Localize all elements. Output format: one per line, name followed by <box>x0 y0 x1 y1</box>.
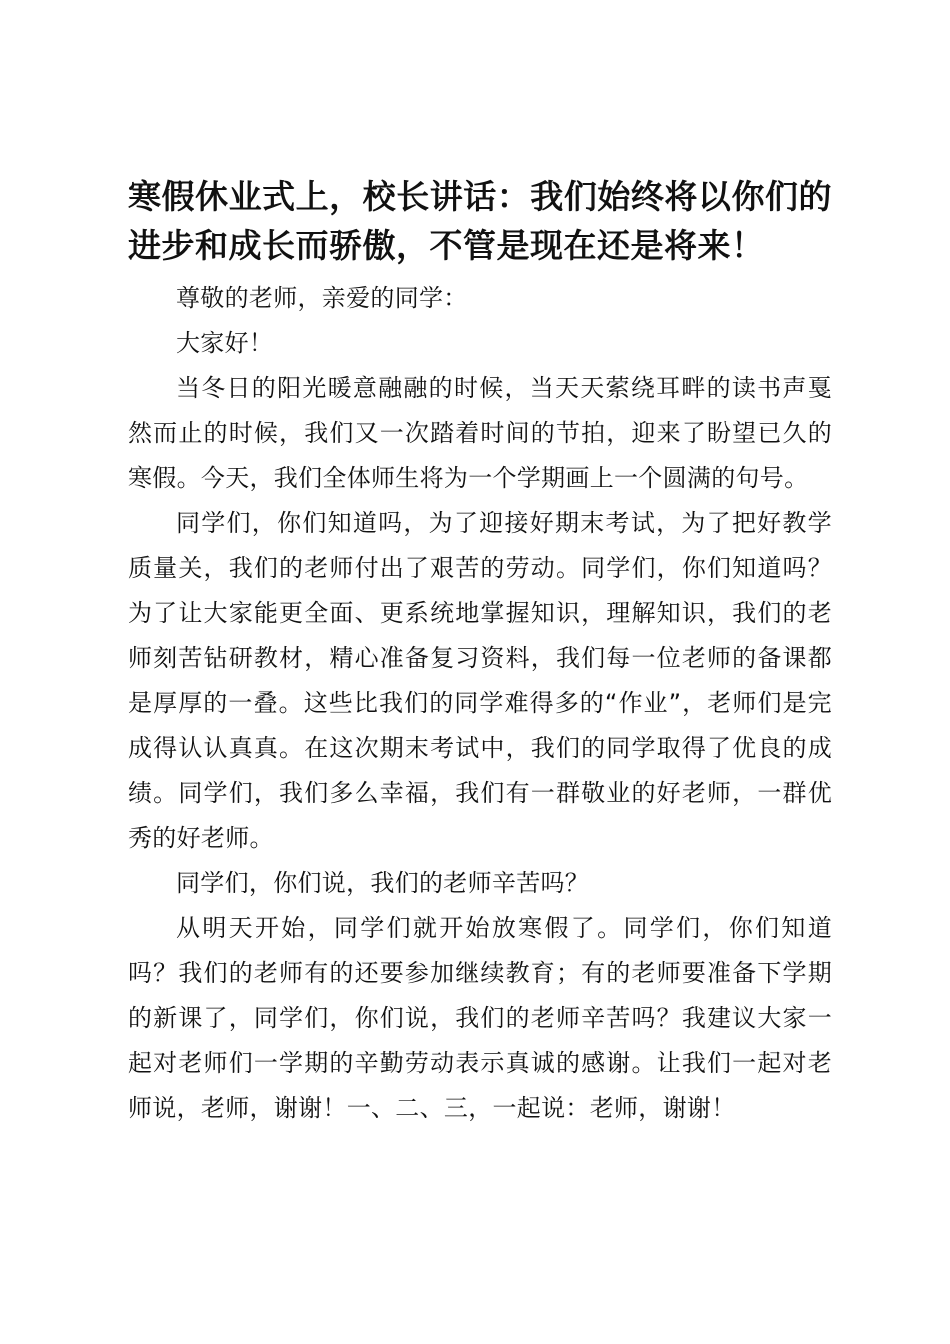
paragraph-opening: 当冬日的阳光暖意融融的时候，当天天萦绕耳畔的读书声戛然而止的时候，我们又一次踏着时间的节拍，迎来了盼望已久的寒假。今天，我们全体师生将为一个学期画上一个圆满的句号。 <box>128 374 832 492</box>
document-title: 寒假休业式上，校长讲话：我们始终将以你们的进步和成长而骄傲，不管是现在还是将来！ <box>128 177 832 265</box>
paragraph-question: 同学们，你们说，我们的老师辛苦吗？ <box>176 869 590 897</box>
document-page <box>128 172 832 1131</box>
paragraph-salutation: 尊敬的老师，亲爱的同学： <box>176 284 468 312</box>
paragraph-teachers-effort: 同学们，你们知道吗，为了迎接好期末考试，为了把好教学质量关，我们的老师付出了艰苦的劳动。同学们，你们知道吗？为了让大家能更全面、更系统地掌握知识，理解知识，我们的老师刻苦钻研教材，精心准备复习资料，我们每一位老师的备课都是厚厚的一叠。这些比我们的同学难得多的“作业”，老师们是完成得认认真真。在这次期末考试中，我们的同学取得了优良的成绩。同学们，我们多么幸福，我们有一群敬业的好老师，一群优秀的好老师。 <box>128 509 832 852</box>
paragraph-thanks: 从明天开始，同学们就开始放寒假了。同学们，你们知道吗？我们的老师有的还要参加继续教育；有的老师要准备下学期的新课了，同学们，你们说，我们的老师辛苦吗？我建议大家一起对老师们一学期的辛勤劳动表示真诚的感谢。让我们一起对老师说，老师，谢谢！一、二、三，一起说：老师，谢谢！ <box>128 914 832 1122</box>
paragraph-greeting: 大家好！ <box>176 329 274 357</box>
